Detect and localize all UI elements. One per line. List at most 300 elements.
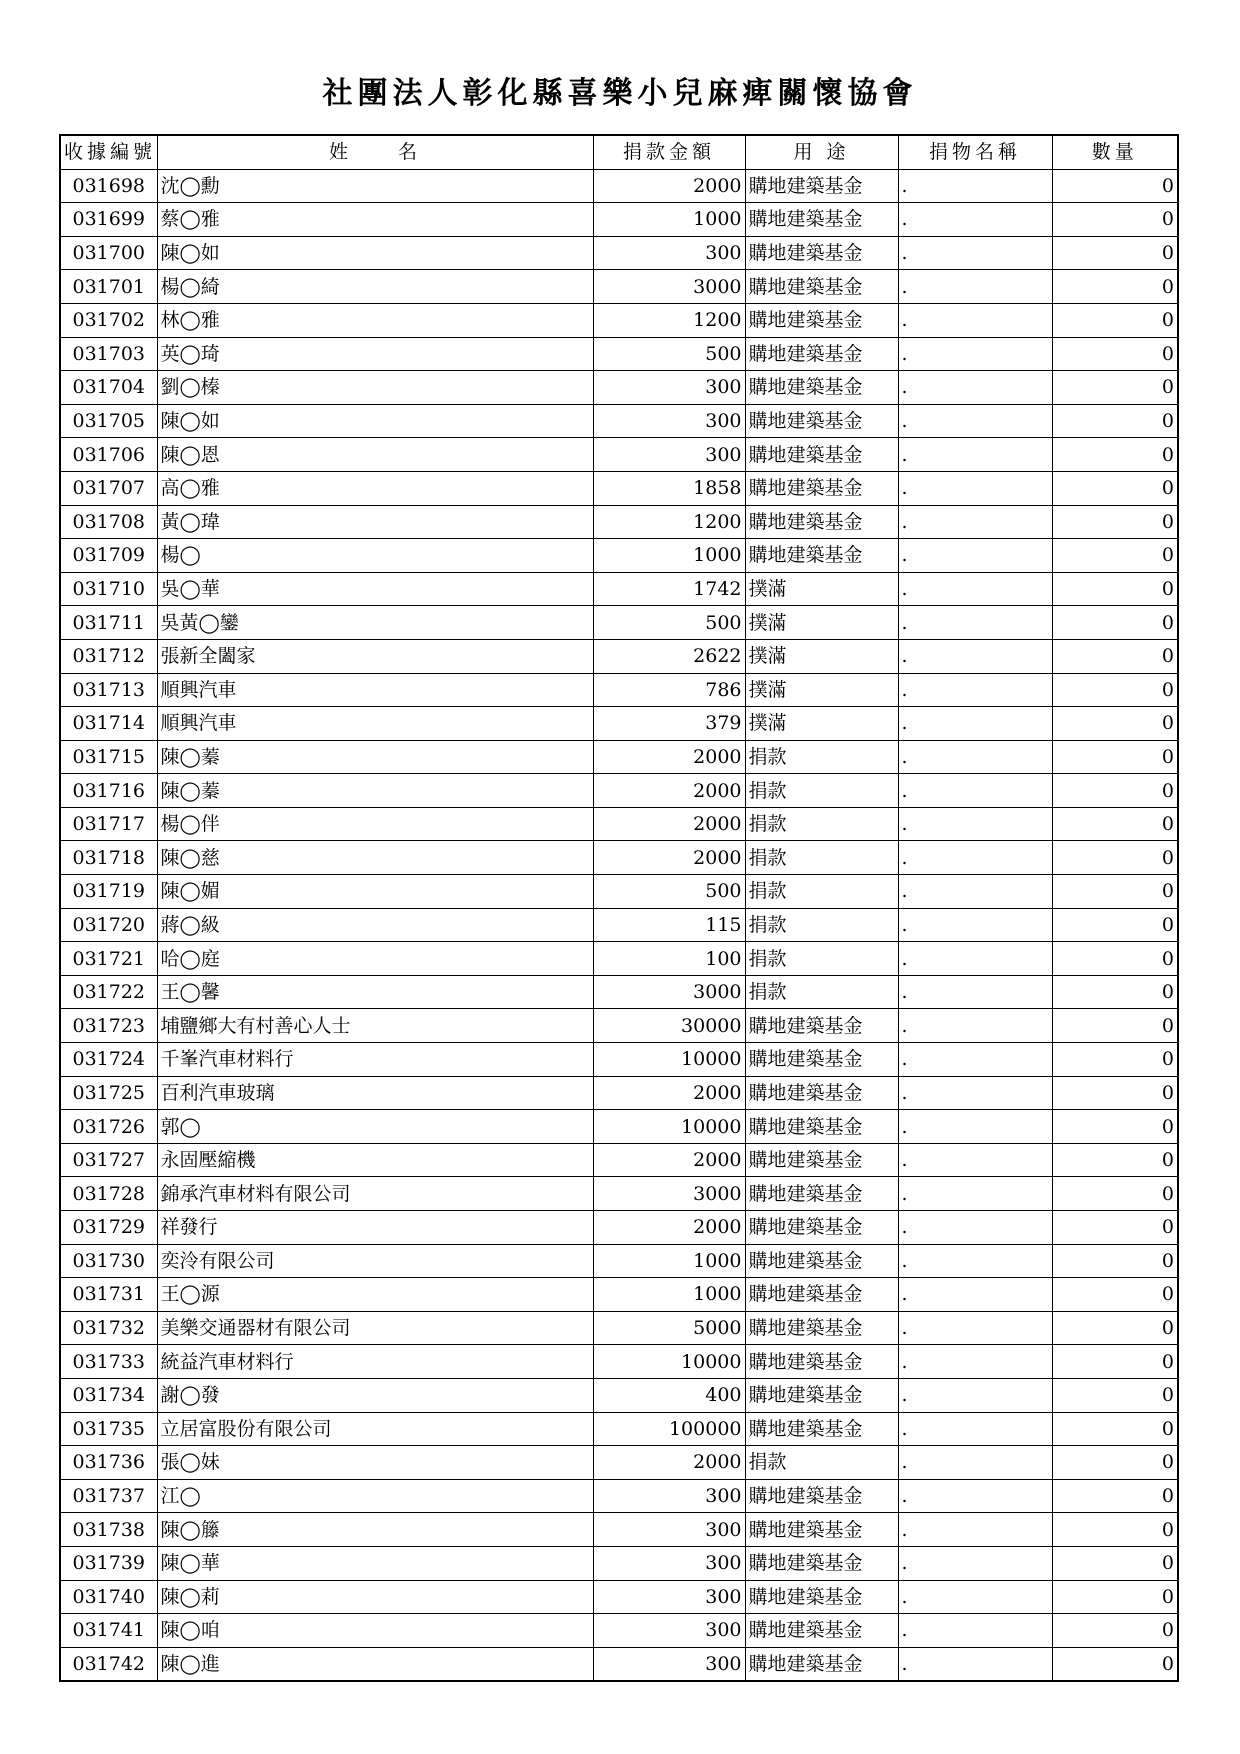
donor-name-cell: 郭◯ (157, 1110, 593, 1144)
donation-amount-cell: 400 (593, 1378, 745, 1412)
donation-amount-cell: 1200 (593, 505, 745, 539)
donation-amount-cell: 2000 (593, 169, 745, 203)
receipt-number-cell: 031706 (60, 438, 157, 472)
donor-name-cell: 英◯琦 (157, 337, 593, 371)
donor-name-cell: 王◯馨 (157, 975, 593, 1009)
purpose-cell: 捐款 (745, 1446, 898, 1480)
table-row (60, 1311, 1178, 1345)
table-body (60, 169, 1178, 1681)
purpose-cell: 捐款 (745, 740, 898, 774)
table-row (60, 236, 1178, 270)
quantity-cell: 0 (1052, 875, 1178, 909)
table-row (60, 639, 1178, 673)
donor-name-cell: 江◯ (157, 1479, 593, 1513)
purpose-cell: 購地建築基金 (745, 471, 898, 505)
donor-name-cell: 錦承汽車材料有限公司 (157, 1177, 593, 1211)
quantity-cell: 0 (1052, 471, 1178, 505)
quantity-cell: 0 (1052, 1278, 1178, 1312)
table-row (60, 606, 1178, 640)
donation-amount-cell: 300 (593, 236, 745, 270)
receipt-number-cell: 031725 (60, 1076, 157, 1110)
table-row (60, 1278, 1178, 1312)
table-row (60, 1211, 1178, 1245)
purpose-cell: 購地建築基金 (745, 404, 898, 438)
donor-name-cell: 埔鹽鄉大有村善心人士 (157, 1009, 593, 1043)
table-row (60, 539, 1178, 573)
receipt-number-cell: 031704 (60, 371, 157, 405)
purpose-cell: 捐款 (745, 774, 898, 808)
table-row (60, 404, 1178, 438)
donor-name-cell: 楊◯伴 (157, 807, 593, 841)
donor-name-cell: 陳◯慈 (157, 841, 593, 875)
quantity-cell: 0 (1052, 740, 1178, 774)
column-header-receipt-no: 收據編號 (60, 135, 157, 169)
item-name-cell: . (898, 942, 1052, 976)
purpose-cell: 捐款 (745, 942, 898, 976)
donation-amount-cell: 2000 (593, 774, 745, 808)
quantity-cell: 0 (1052, 1076, 1178, 1110)
purpose-cell: 購地建築基金 (745, 1378, 898, 1412)
donation-amount-cell: 300 (593, 1647, 745, 1681)
donor-name-cell: 順興汽車 (157, 707, 593, 741)
donor-name-cell: 王◯源 (157, 1278, 593, 1312)
quantity-cell: 0 (1052, 539, 1178, 573)
purpose-cell: 撲滿 (745, 572, 898, 606)
table-row (60, 1143, 1178, 1177)
donation-amount-cell: 300 (593, 1546, 745, 1580)
donor-name-cell: 謝◯發 (157, 1378, 593, 1412)
item-name-cell: . (898, 1110, 1052, 1144)
quantity-cell: 0 (1052, 1143, 1178, 1177)
donation-amount-cell: 2000 (593, 1446, 745, 1480)
donor-name-cell: 順興汽車 (157, 673, 593, 707)
purpose-cell: 購地建築基金 (745, 303, 898, 337)
donor-name-cell: 蔣◯級 (157, 908, 593, 942)
quantity-cell: 0 (1052, 337, 1178, 371)
donation-amount-cell: 2000 (593, 1076, 745, 1110)
quantity-cell: 0 (1052, 1479, 1178, 1513)
receipt-number-cell: 031742 (60, 1647, 157, 1681)
quantity-cell: 0 (1052, 270, 1178, 304)
purpose-cell: 購地建築基金 (745, 1614, 898, 1648)
item-name-cell: . (898, 270, 1052, 304)
donor-name-cell: 立居富股份有限公司 (157, 1412, 593, 1446)
quantity-cell: 0 (1052, 639, 1178, 673)
table-row (60, 1546, 1178, 1580)
item-name-cell: . (898, 1043, 1052, 1077)
receipt-number-cell: 031737 (60, 1479, 157, 1513)
item-name-cell: . (898, 1546, 1052, 1580)
donor-name-cell: 陳◯華 (157, 1546, 593, 1580)
quantity-cell: 0 (1052, 303, 1178, 337)
item-name-cell: . (898, 572, 1052, 606)
purpose-cell: 購地建築基金 (745, 505, 898, 539)
purpose-cell: 捐款 (745, 807, 898, 841)
donation-amount-cell: 100 (593, 942, 745, 976)
quantity-cell: 0 (1052, 438, 1178, 472)
item-name-cell: . (898, 1412, 1052, 1446)
quantity-cell: 0 (1052, 975, 1178, 1009)
item-name-cell: . (898, 471, 1052, 505)
item-name-cell: . (898, 505, 1052, 539)
item-name-cell: . (898, 1143, 1052, 1177)
donor-name-cell: 陳◯蓁 (157, 774, 593, 808)
donation-amount-cell: 1000 (593, 1278, 745, 1312)
table-row (60, 673, 1178, 707)
purpose-cell: 購地建築基金 (745, 1009, 898, 1043)
donor-name-cell: 統益汽車材料行 (157, 1345, 593, 1379)
donation-amount-cell: 300 (593, 1479, 745, 1513)
donation-amount-cell: 1742 (593, 572, 745, 606)
receipt-number-cell: 031707 (60, 471, 157, 505)
item-name-cell: . (898, 908, 1052, 942)
receipt-number-cell: 031726 (60, 1110, 157, 1144)
receipt-number-cell: 031698 (60, 169, 157, 203)
donation-amount-cell: 500 (593, 606, 745, 640)
quantity-cell: 0 (1052, 1009, 1178, 1043)
item-name-cell: . (898, 1278, 1052, 1312)
table-row (60, 505, 1178, 539)
purpose-cell: 購地建築基金 (745, 1076, 898, 1110)
item-name-cell: . (898, 371, 1052, 405)
column-header-quantity: 數量 (1052, 135, 1178, 169)
purpose-cell: 撲滿 (745, 639, 898, 673)
donation-amount-cell: 379 (593, 707, 745, 741)
donor-name-cell: 沈◯勳 (157, 169, 593, 203)
table-row (60, 1110, 1178, 1144)
item-name-cell: . (898, 404, 1052, 438)
quantity-cell: 0 (1052, 1513, 1178, 1547)
quantity-cell: 0 (1052, 774, 1178, 808)
donation-amount-cell: 2622 (593, 639, 745, 673)
donor-name-cell: 陳◯咱 (157, 1614, 593, 1648)
quantity-cell: 0 (1052, 404, 1178, 438)
table-row (60, 1345, 1178, 1379)
table-row (60, 875, 1178, 909)
donation-amount-cell: 5000 (593, 1311, 745, 1345)
item-name-cell: . (898, 1244, 1052, 1278)
donation-amount-cell: 300 (593, 1614, 745, 1648)
donor-name-cell: 陳◯蓁 (157, 740, 593, 774)
item-name-cell: . (898, 337, 1052, 371)
receipt-number-cell: 031728 (60, 1177, 157, 1211)
item-name-cell: . (898, 606, 1052, 640)
donation-amount-cell: 300 (593, 1513, 745, 1547)
receipt-number-cell: 031709 (60, 539, 157, 573)
receipt-number-cell: 031717 (60, 807, 157, 841)
purpose-cell: 購地建築基金 (745, 1177, 898, 1211)
donor-name-cell: 美樂交通器材有限公司 (157, 1311, 593, 1345)
page-title: 社團法人彰化縣喜樂小兒麻痺關懷協會 (322, 76, 918, 111)
purpose-cell: 撲滿 (745, 673, 898, 707)
table-row (60, 270, 1178, 304)
item-name-cell: . (898, 1211, 1052, 1245)
donor-name-cell: 張◯妹 (157, 1446, 593, 1480)
donation-amount-cell: 1000 (593, 1244, 745, 1278)
receipt-number-cell: 031701 (60, 270, 157, 304)
table-row (60, 807, 1178, 841)
quantity-cell: 0 (1052, 841, 1178, 875)
receipt-number-cell: 031721 (60, 942, 157, 976)
item-name-cell: . (898, 1076, 1052, 1110)
table-row (60, 471, 1178, 505)
item-name-cell: . (898, 975, 1052, 1009)
table-row (60, 1177, 1178, 1211)
donor-name-cell: 楊◯綺 (157, 270, 593, 304)
table-row (60, 707, 1178, 741)
table-row (60, 1446, 1178, 1480)
receipt-number-cell: 031723 (60, 1009, 157, 1043)
quantity-cell: 0 (1052, 707, 1178, 741)
purpose-cell: 購地建築基金 (745, 371, 898, 405)
item-name-cell: . (898, 1177, 1052, 1211)
quantity-cell: 0 (1052, 1043, 1178, 1077)
donation-amount-cell: 1858 (593, 471, 745, 505)
receipt-number-cell: 031715 (60, 740, 157, 774)
table-row (60, 169, 1178, 203)
receipt-number-cell: 031713 (60, 673, 157, 707)
receipt-number-cell: 031714 (60, 707, 157, 741)
item-name-cell: . (898, 303, 1052, 337)
donation-amount-cell: 115 (593, 908, 745, 942)
item-name-cell: . (898, 841, 1052, 875)
receipt-number-cell: 031741 (60, 1614, 157, 1648)
receipt-number-cell: 031710 (60, 572, 157, 606)
quantity-cell: 0 (1052, 1580, 1178, 1614)
item-name-cell: . (898, 774, 1052, 808)
table-row (60, 1378, 1178, 1412)
donation-amount-cell: 30000 (593, 1009, 745, 1043)
donation-amount-cell: 300 (593, 404, 745, 438)
donation-amount-cell: 2000 (593, 807, 745, 841)
donation-amount-cell: 10000 (593, 1345, 745, 1379)
donor-name-cell: 陳◯籐 (157, 1513, 593, 1547)
item-name-cell: . (898, 673, 1052, 707)
table-row (60, 740, 1178, 774)
column-header-purpose: 用 途 (745, 135, 898, 169)
purpose-cell: 購地建築基金 (745, 539, 898, 573)
donor-name-cell: 哈◯庭 (157, 942, 593, 976)
item-name-cell: . (898, 1479, 1052, 1513)
donor-name-cell: 永固壓縮機 (157, 1143, 593, 1177)
quantity-cell: 0 (1052, 169, 1178, 203)
purpose-cell: 購地建築基金 (745, 1110, 898, 1144)
receipt-number-cell: 031736 (60, 1446, 157, 1480)
item-name-cell: . (898, 1378, 1052, 1412)
quantity-cell: 0 (1052, 1647, 1178, 1681)
receipt-number-cell: 031735 (60, 1412, 157, 1446)
donation-amount-cell: 300 (593, 438, 745, 472)
purpose-cell: 購地建築基金 (745, 1412, 898, 1446)
purpose-cell: 撲滿 (745, 606, 898, 640)
item-name-cell: . (898, 1345, 1052, 1379)
item-name-cell: . (898, 875, 1052, 909)
donation-amount-cell: 500 (593, 337, 745, 371)
item-name-cell: . (898, 1009, 1052, 1043)
receipt-number-cell: 031734 (60, 1378, 157, 1412)
donor-name-cell: 陳◯莉 (157, 1580, 593, 1614)
donor-name-cell: 陳◯媚 (157, 875, 593, 909)
purpose-cell: 購地建築基金 (745, 270, 898, 304)
item-name-cell: . (898, 707, 1052, 741)
receipt-number-cell: 031716 (60, 774, 157, 808)
donation-amount-cell: 500 (593, 875, 745, 909)
quantity-cell: 0 (1052, 908, 1178, 942)
quantity-cell: 0 (1052, 1412, 1178, 1446)
table-row (60, 975, 1178, 1009)
table-row (60, 438, 1178, 472)
receipt-number-cell: 031724 (60, 1043, 157, 1077)
donor-name-cell: 林◯雅 (157, 303, 593, 337)
purpose-cell: 捐款 (745, 841, 898, 875)
table-row (60, 1580, 1178, 1614)
receipt-number-cell: 031703 (60, 337, 157, 371)
quantity-cell: 0 (1052, 1378, 1178, 1412)
table-row (60, 1043, 1178, 1077)
quantity-cell: 0 (1052, 505, 1178, 539)
quantity-cell: 0 (1052, 371, 1178, 405)
table-row (60, 1479, 1178, 1513)
donation-amount-cell: 10000 (593, 1043, 745, 1077)
quantity-cell: 0 (1052, 1614, 1178, 1648)
donor-name-cell: 劉◯榛 (157, 371, 593, 405)
table-row (60, 1647, 1178, 1681)
table-row (60, 371, 1178, 405)
purpose-cell: 購地建築基金 (745, 169, 898, 203)
purpose-cell: 捐款 (745, 908, 898, 942)
donor-name-cell: 陳◯進 (157, 1647, 593, 1681)
item-name-cell: . (898, 1580, 1052, 1614)
item-name-cell: . (898, 169, 1052, 203)
donor-name-cell: 陳◯如 (157, 404, 593, 438)
receipt-number-cell: 031722 (60, 975, 157, 1009)
purpose-cell: 購地建築基金 (745, 337, 898, 371)
receipt-number-cell: 031705 (60, 404, 157, 438)
column-header-amount: 捐款金額 (593, 135, 745, 169)
receipt-number-cell: 031719 (60, 875, 157, 909)
table-row (60, 1412, 1178, 1446)
table-header-row (60, 135, 1178, 169)
item-name-cell: . (898, 1311, 1052, 1345)
receipt-number-cell: 031739 (60, 1546, 157, 1580)
purpose-cell: 購地建築基金 (745, 236, 898, 270)
receipt-number-cell: 031740 (60, 1580, 157, 1614)
donor-name-cell: 高◯雅 (157, 471, 593, 505)
purpose-cell: 捐款 (745, 975, 898, 1009)
purpose-cell: 捐款 (745, 875, 898, 909)
receipt-number-cell: 031730 (60, 1244, 157, 1278)
quantity-cell: 0 (1052, 1244, 1178, 1278)
donation-amount-cell: 300 (593, 371, 745, 405)
donation-table (59, 134, 1179, 1682)
purpose-cell: 撲滿 (745, 707, 898, 741)
purpose-cell: 購地建築基金 (745, 1211, 898, 1245)
quantity-cell: 0 (1052, 203, 1178, 237)
donation-amount-cell: 3000 (593, 1177, 745, 1211)
item-name-cell: . (898, 438, 1052, 472)
table-row (60, 1614, 1178, 1648)
purpose-cell: 購地建築基金 (745, 1546, 898, 1580)
item-name-cell: . (898, 807, 1052, 841)
column-header-name: 姓 名 (157, 135, 593, 169)
quantity-cell: 0 (1052, 606, 1178, 640)
quantity-cell: 0 (1052, 673, 1178, 707)
donor-name-cell: 百利汽車玻璃 (157, 1076, 593, 1110)
purpose-cell: 購地建築基金 (745, 1345, 898, 1379)
quantity-cell: 0 (1052, 1546, 1178, 1580)
quantity-cell: 0 (1052, 807, 1178, 841)
receipt-number-cell: 031708 (60, 505, 157, 539)
receipt-number-cell: 031720 (60, 908, 157, 942)
receipt-number-cell: 031718 (60, 841, 157, 875)
donor-name-cell: 奕泠有限公司 (157, 1244, 593, 1278)
donation-amount-cell: 786 (593, 673, 745, 707)
purpose-cell: 購地建築基金 (745, 1311, 898, 1345)
donation-amount-cell: 2000 (593, 1211, 745, 1245)
donor-name-cell: 黃◯瑋 (157, 505, 593, 539)
table-row (60, 1076, 1178, 1110)
donor-name-cell: 張新全闔家 (157, 639, 593, 673)
table-row (60, 203, 1178, 237)
donation-amount-cell: 1000 (593, 539, 745, 573)
donor-name-cell: 千峯汽車材料行 (157, 1043, 593, 1077)
table-row (60, 942, 1178, 976)
donation-amount-cell: 2000 (593, 841, 745, 875)
table-row (60, 1513, 1178, 1547)
quantity-cell: 0 (1052, 572, 1178, 606)
donor-name-cell: 吳◯華 (157, 572, 593, 606)
quantity-cell: 0 (1052, 1446, 1178, 1480)
donation-amount-cell: 1200 (593, 303, 745, 337)
donation-amount-cell: 1000 (593, 203, 745, 237)
item-name-cell: . (898, 203, 1052, 237)
receipt-number-cell: 031731 (60, 1278, 157, 1312)
purpose-cell: 購地建築基金 (745, 1278, 898, 1312)
quantity-cell: 0 (1052, 1177, 1178, 1211)
donor-name-cell: 陳◯如 (157, 236, 593, 270)
table-row (60, 908, 1178, 942)
purpose-cell: 購地建築基金 (745, 1513, 898, 1547)
receipt-number-cell: 031702 (60, 303, 157, 337)
donation-amount-cell: 2000 (593, 740, 745, 774)
donation-amount-cell: 3000 (593, 270, 745, 304)
purpose-cell: 購地建築基金 (745, 1143, 898, 1177)
donor-name-cell: 楊◯ (157, 539, 593, 573)
receipt-number-cell: 031711 (60, 606, 157, 640)
donation-amount-cell: 2000 (593, 1143, 745, 1177)
donation-amount-cell: 300 (593, 1580, 745, 1614)
item-name-cell: . (898, 639, 1052, 673)
table-row (60, 337, 1178, 371)
donor-name-cell: 蔡◯雅 (157, 203, 593, 237)
item-name-cell: . (898, 740, 1052, 774)
purpose-cell: 購地建築基金 (745, 438, 898, 472)
receipt-number-cell: 031733 (60, 1345, 157, 1379)
quantity-cell: 0 (1052, 1345, 1178, 1379)
purpose-cell: 購地建築基金 (745, 1580, 898, 1614)
purpose-cell: 購地建築基金 (745, 1647, 898, 1681)
quantity-cell: 0 (1052, 1211, 1178, 1245)
table-row (60, 303, 1178, 337)
purpose-cell: 購地建築基金 (745, 1043, 898, 1077)
item-name-cell: . (898, 1647, 1052, 1681)
item-name-cell: . (898, 1446, 1052, 1480)
donor-name-cell: 陳◯恩 (157, 438, 593, 472)
receipt-number-cell: 031738 (60, 1513, 157, 1547)
quantity-cell: 0 (1052, 236, 1178, 270)
purpose-cell: 購地建築基金 (745, 1479, 898, 1513)
receipt-number-cell: 031732 (60, 1311, 157, 1345)
